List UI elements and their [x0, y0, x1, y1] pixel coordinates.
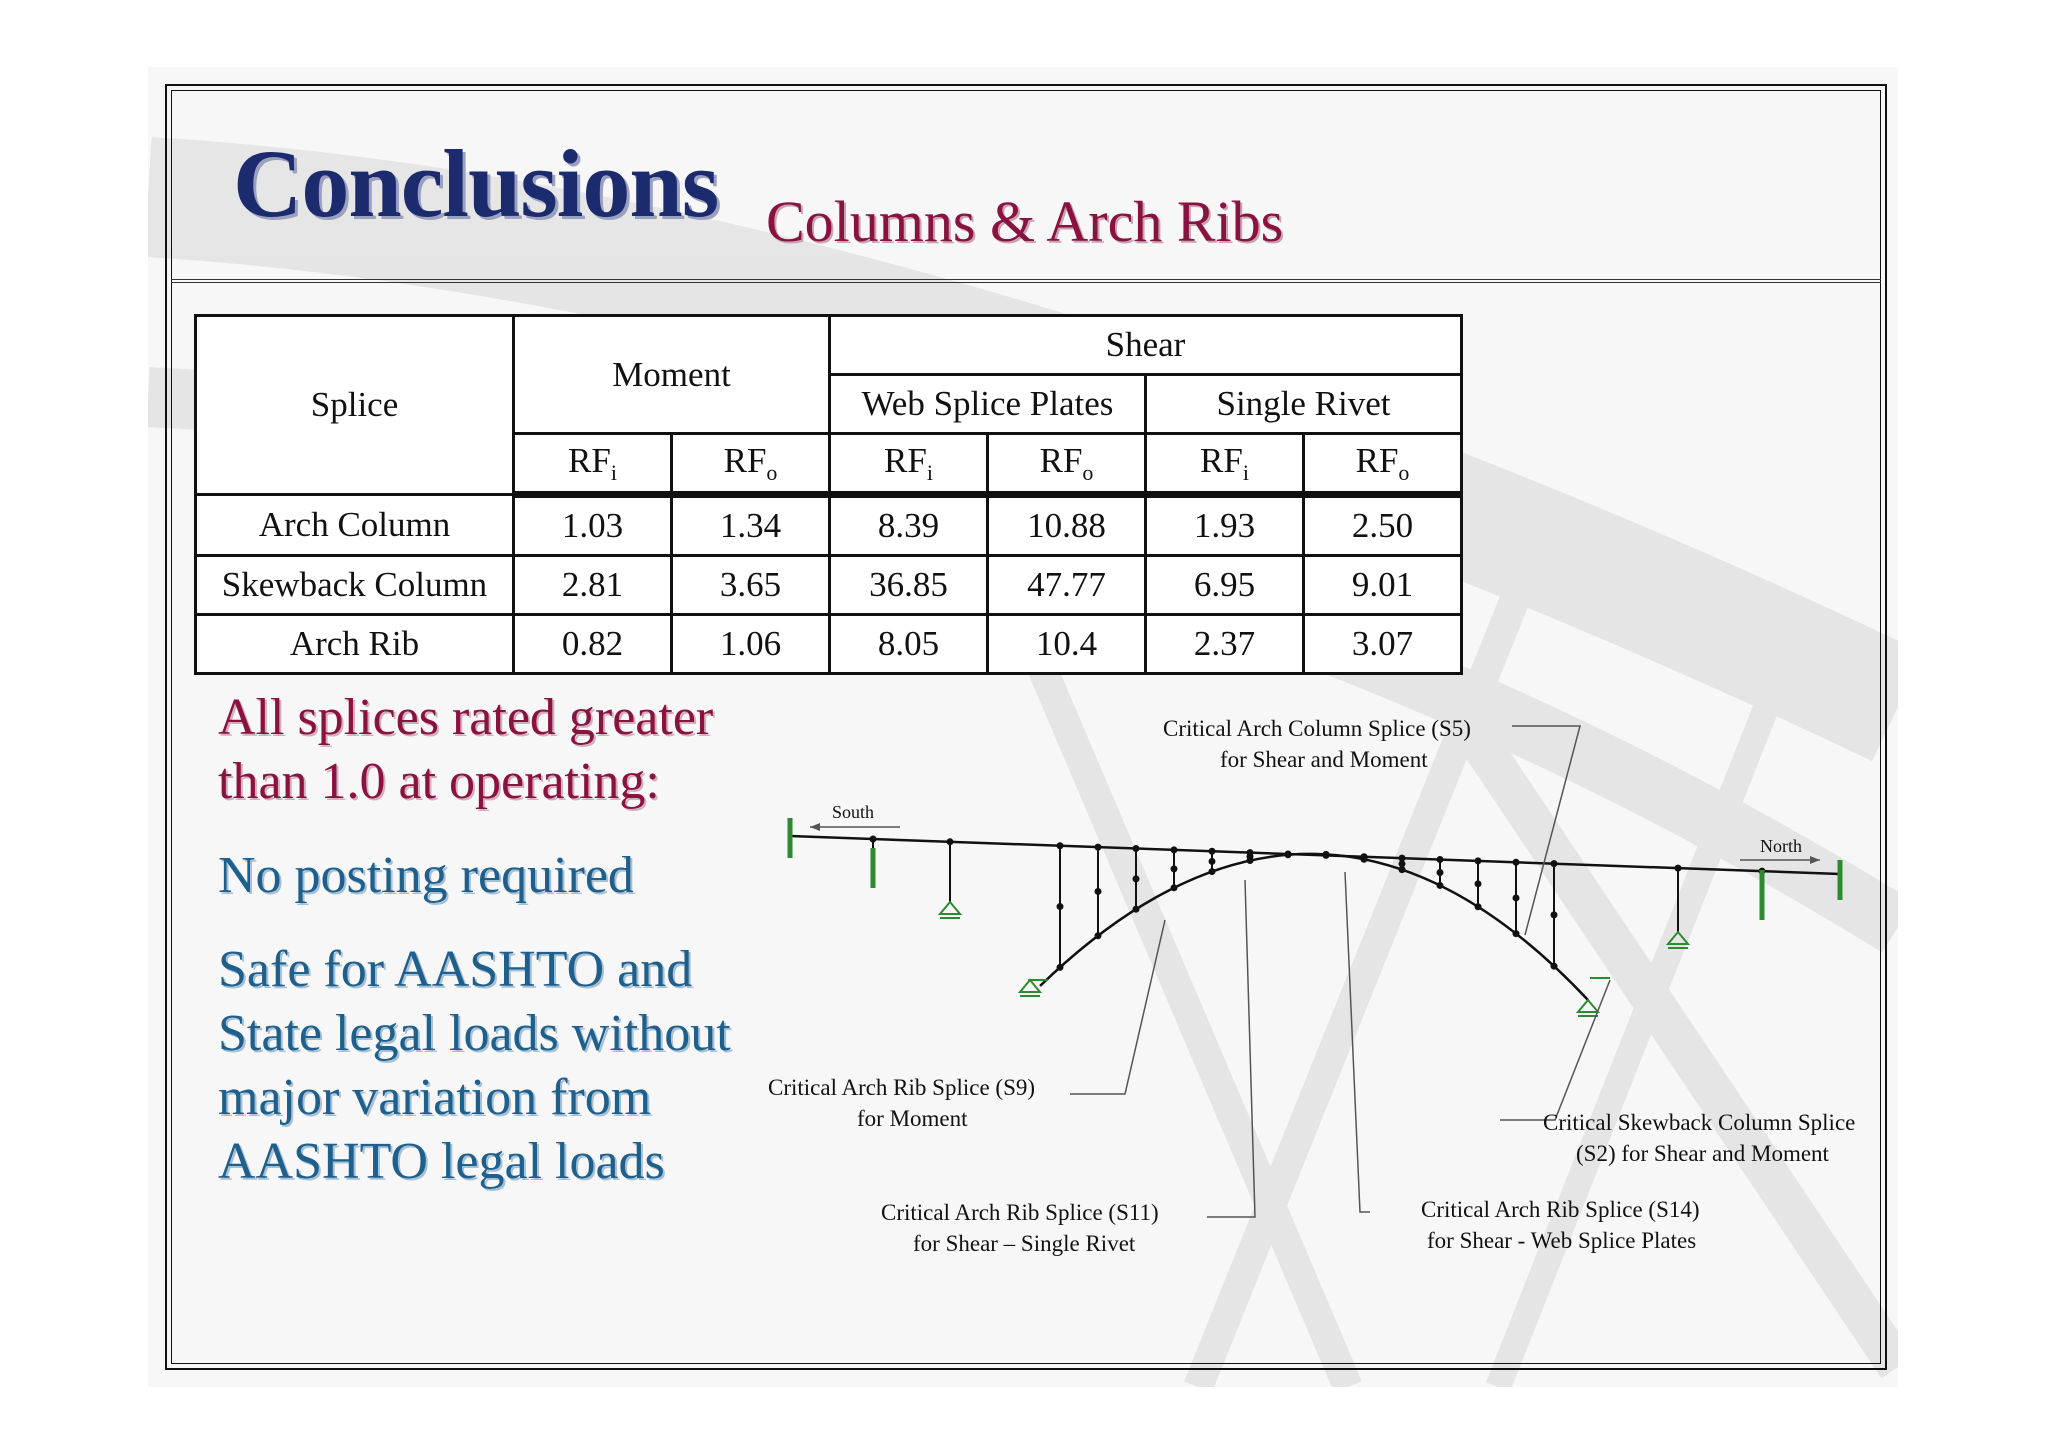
north-label: North: [1760, 836, 1802, 856]
header-shear: Shear: [830, 316, 1462, 375]
row-name: Skewback Column: [196, 556, 514, 615]
callout-leaders: [1070, 726, 1610, 1217]
header-rf-operating: $RF_o$: [1304, 434, 1462, 495]
conclusion-no-posting: No posting required: [218, 847, 634, 904]
table-cell: 1.03: [514, 495, 672, 556]
table-cell: 1.93: [1146, 495, 1304, 556]
callout-s2-line2: (S2) for Shear and Moment: [1576, 1141, 1829, 1166]
callout-s14-line1: Critical Arch Rib Splice (S14): [1421, 1197, 1700, 1222]
table-cell: 2.50: [1304, 495, 1462, 556]
table-cell: 1.34: [672, 495, 830, 556]
header-moment: Moment: [514, 316, 830, 434]
table-cell: 47.77: [988, 556, 1146, 615]
callout-s2-line1: Critical Skewback Column Splice: [1543, 1110, 1856, 1135]
table-cell: 3.07: [1304, 615, 1462, 674]
table-cell: 8.39: [830, 495, 988, 556]
row-name: Arch Column: [196, 495, 514, 556]
callout-s9-line1: Critical Arch Rib Splice (S9): [768, 1075, 1036, 1100]
callout-s5-line1: Critical Arch Column Splice (S5): [1163, 716, 1471, 741]
table-cell: 10.88: [988, 495, 1146, 556]
header-rf-inventory: $RF_i$: [830, 434, 988, 495]
callout-labels: [768, 716, 1855, 1256]
table-cell: 9.01: [1304, 556, 1462, 615]
conclusion-rated: All splices rated greater than 1.0 at operating:: [218, 689, 714, 810]
slide-title: Conclusions: [233, 130, 719, 237]
slide-subtitle: Columns & Arch Ribs: [766, 189, 1284, 254]
table-cell: 3.65: [672, 556, 830, 615]
table-cell: 2.81: [514, 556, 672, 615]
table-cell: 36.85: [830, 556, 988, 615]
callout-s11-line1: Critical Arch Rib Splice (S11): [881, 1200, 1159, 1225]
header-rf-inventory: $RF_i$: [514, 434, 672, 495]
table-cell: 6.95: [1146, 556, 1304, 615]
table-cell: 2.37: [1146, 615, 1304, 674]
callout-s14-line2: for Shear - Web Splice Plates: [1427, 1228, 1697, 1253]
header-rf-operating: $RF_o$: [672, 434, 830, 495]
callout-s9-line2: for Moment: [857, 1106, 968, 1131]
header-single-rivet: Single Rivet: [1146, 375, 1462, 434]
table-cell: 10.4: [988, 615, 1146, 674]
callout-s5-line2: for Shear and Moment: [1220, 747, 1428, 772]
bridge-structure: [790, 818, 1840, 1016]
header-web-splice-plates: Web Splice Plates: [830, 375, 1146, 434]
south-label: South: [832, 802, 875, 822]
conclusion-safe: Safe for AASHTO and State legal loads without major variation from AASHTO legal loads: [218, 941, 731, 1190]
table-cell: 8.05: [830, 615, 988, 674]
table-cell: 1.06: [672, 615, 830, 674]
header-splice: Splice: [196, 316, 514, 495]
header-rf-inventory: $RF_i$: [1146, 434, 1304, 495]
header-rf-operating: $RF_o$: [988, 434, 1146, 495]
table-cell: 0.82: [514, 615, 672, 674]
row-name: Arch Rib: [196, 615, 514, 674]
callout-s11-line2: for Shear – Single Rivet: [913, 1231, 1136, 1256]
